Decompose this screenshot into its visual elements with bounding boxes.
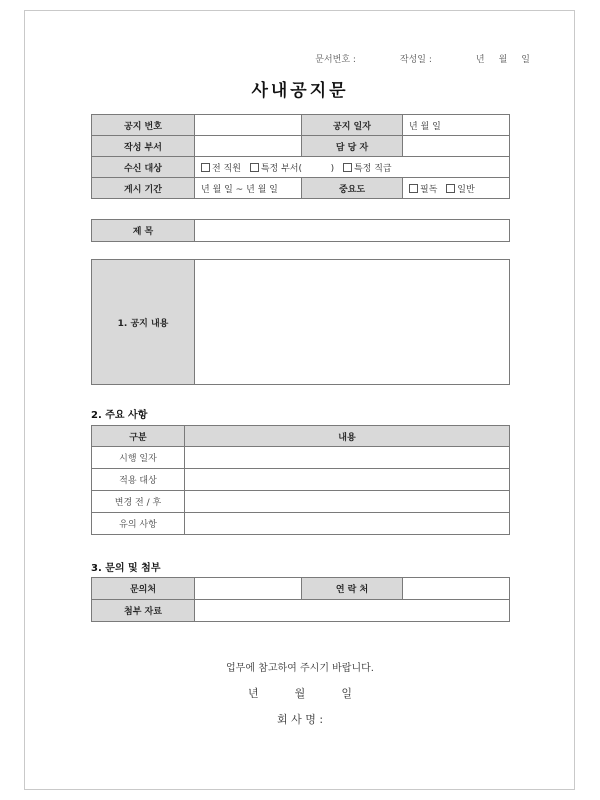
closing-message: 업무에 참고하여 주시기 바랍니다.	[226, 663, 374, 674]
importance-options	[403, 178, 510, 199]
attachment-label: 첨부 자료	[92, 600, 195, 622]
company-name-label: 회 사 명 :	[276, 713, 324, 726]
recipient-option-rank-label: 특정 직급	[353, 163, 392, 174]
importance-option-must-read[interactable]	[409, 185, 437, 195]
key-items-header	[92, 426, 510, 447]
importance-label: 중요도	[302, 178, 403, 199]
info-row-2	[92, 136, 510, 157]
closing-year: 년	[248, 687, 259, 700]
key-item-label: 시행 일자	[92, 447, 185, 469]
col-content-header: 내용	[185, 426, 510, 447]
key-item-field[interactable]	[185, 447, 510, 469]
written-date-parts	[476, 52, 530, 65]
notice-date-label: 공지 일자	[302, 115, 403, 136]
content-field[interactable]	[195, 260, 510, 385]
importance-option-must-read-label: 필독	[420, 184, 438, 195]
phone-label: 연 락 처	[302, 578, 403, 600]
info-table	[91, 114, 510, 199]
key-item-row	[92, 469, 510, 491]
subject-table	[91, 219, 510, 242]
written-date-label: 작성일 :	[399, 55, 432, 65]
contact-field[interactable]	[195, 578, 302, 600]
inquiry-title: 3. 문의 및 첨부	[91, 563, 161, 574]
info-row-1	[92, 115, 510, 136]
contact-label: 문의처	[92, 578, 195, 600]
dept-field[interactable]	[195, 136, 302, 157]
document-meta	[315, 52, 530, 65]
recipient-label: 수신 대상	[92, 157, 195, 178]
inquiry-table	[91, 577, 510, 622]
notice-no-label: 공지 번호	[92, 115, 195, 136]
dept-label: 작성 부서	[92, 136, 195, 157]
key-item-field[interactable]	[185, 513, 510, 535]
doc-number-label: 문서번호 :	[315, 55, 356, 65]
content-label: 1. 공지 내용	[92, 260, 195, 385]
written-month: 월	[498, 55, 508, 65]
closing-month: 월	[294, 687, 306, 700]
key-items-table	[91, 425, 510, 535]
key-item-label: 변경 전 / 후	[92, 491, 185, 513]
content-table	[91, 259, 510, 385]
recipient-option-all[interactable]	[201, 164, 241, 174]
written-day: 일	[521, 55, 530, 65]
recipient-option-all-label: 전 직원	[212, 163, 241, 174]
key-items-title: 2. 주요 사항	[91, 410, 148, 421]
col-category-header: 구분	[92, 426, 185, 447]
phone-field[interactable]	[403, 578, 510, 600]
recipient-option-rank[interactable]	[343, 164, 392, 174]
key-item-field[interactable]	[185, 491, 510, 513]
recipient-option-dept-label: 특정 부서( )	[260, 163, 335, 174]
importance-option-normal-label: 일반	[457, 184, 475, 195]
period-field[interactable]: 년 월 일 ~ 년 월 일	[195, 178, 302, 199]
period-label: 게시 기간	[92, 178, 195, 199]
checkbox-icon[interactable]	[250, 163, 259, 172]
key-item-label: 유의 사항	[92, 513, 185, 535]
recipient-option-dept[interactable]	[250, 164, 334, 174]
subject-field[interactable]	[195, 220, 510, 242]
info-row-3	[92, 157, 510, 178]
checkbox-icon[interactable]	[409, 184, 418, 193]
manager-label: 담 당 자	[302, 136, 403, 157]
notice-no-field[interactable]	[195, 115, 302, 136]
key-item-row	[92, 491, 510, 513]
key-item-label: 적용 대상	[92, 469, 185, 491]
checkbox-icon[interactable]	[201, 163, 210, 172]
written-year: 년	[475, 55, 485, 65]
closing-day: 일	[341, 687, 352, 700]
importance-option-normal[interactable]	[446, 185, 474, 195]
key-item-field[interactable]	[185, 469, 510, 491]
notice-date-field[interactable]: 년 월 일	[403, 115, 510, 136]
key-item-row	[92, 513, 510, 535]
manager-field[interactable]	[403, 136, 510, 157]
subject-label: 제 목	[92, 220, 195, 242]
key-item-row	[92, 447, 510, 469]
recipient-options	[195, 157, 510, 178]
attachment-field[interactable]	[195, 600, 510, 622]
checkbox-icon[interactable]	[446, 184, 455, 193]
document-title: 사내공지문	[251, 81, 349, 101]
checkbox-icon[interactable]	[343, 163, 352, 172]
closing-date	[0, 685, 600, 701]
info-row-4	[92, 178, 510, 199]
